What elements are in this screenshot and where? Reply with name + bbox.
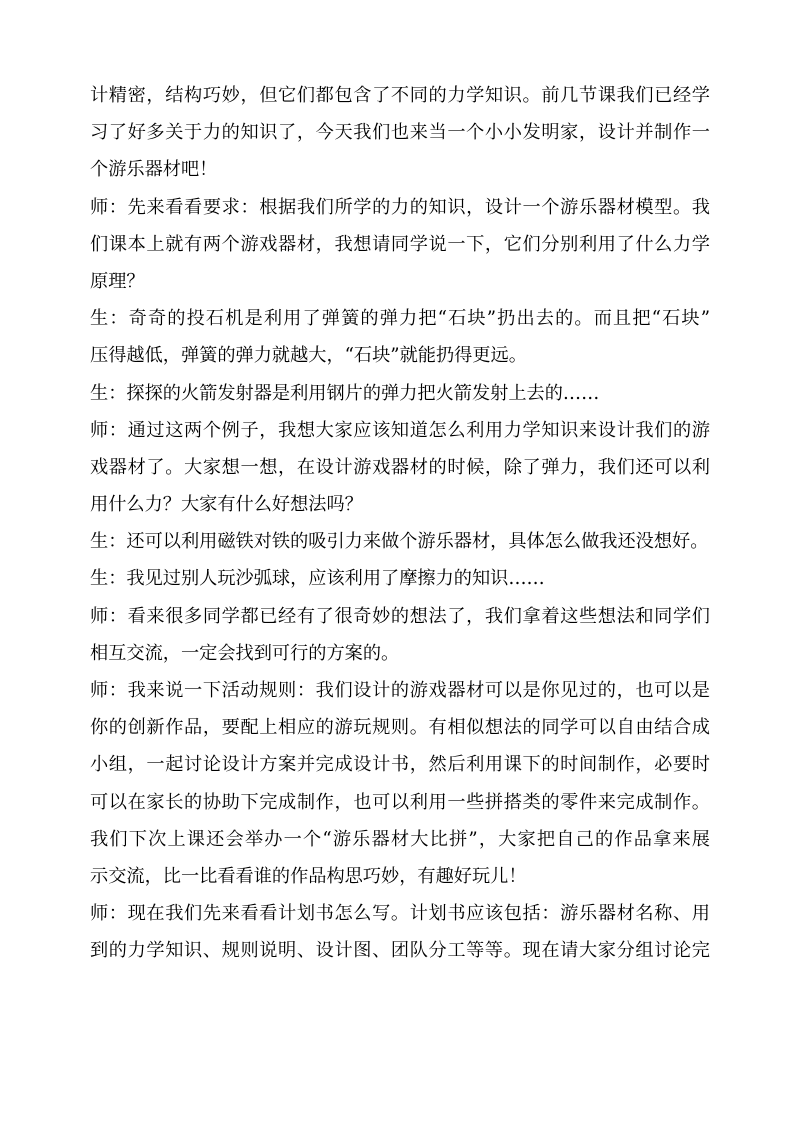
text-line: 师：看来很多同学都已经有了很奇妙的想法了，我们拿着这些想法和同学们: [90, 605, 710, 627]
paragraph: [90, 375, 710, 412]
paragraph: [90, 672, 710, 895]
text-line: 可以在家长的协助下完成制作，也可以利用一些拼搭类的零件来完成制作。: [90, 791, 710, 813]
text-line: 生：我见过别人玩沙弧球，应该利用了摩擦力的知识……: [90, 568, 545, 590]
text-line: 到的力学知识、规则说明、设计图、团队分工等等。现在请大家分组讨论完: [90, 940, 710, 962]
text-line: 师：我来说一下活动规则：我们设计的游戏器材可以是你见过的，也可以是: [90, 680, 710, 701]
paragraph: [90, 300, 710, 374]
paragraph: [90, 598, 710, 672]
text-line: 压得越低，弹簧的弹力就越大，“石块”就能扔得更远。: [90, 345, 527, 367]
document-body: [90, 77, 710, 970]
text-line: 习了好多关于力的知识了，今天我们也来当一个小小发明家，设计并制作一: [90, 122, 710, 144]
paragraph: [90, 412, 710, 524]
text-line: 相互交流，一定会找到可行的方案的。: [90, 642, 400, 664]
text-line: 师：通过这两个例子，我想大家应该知道怎么利用力学知识来设计我们的游: [90, 419, 710, 441]
text-line: 生：还可以利用磁铁对铁的吸引力来做个游乐器材，具体怎么做我还没想好。: [90, 531, 709, 553]
text-line: 戏器材了。大家想一想，在设计游戏器材的时候，除了弹力，我们还可以利: [90, 456, 710, 478]
paragraph: [90, 895, 710, 969]
text-line: 我们下次上课还会举办一个“游乐器材大比拼”，大家把自己的作品拿来展: [90, 828, 710, 850]
text-line: 师：现在我们先来看看计划书怎么写。计划书应该包括：游乐器材名称、用: [90, 903, 710, 925]
text-line: 示交流，比一比看看谁的作品构思巧妙，有趣好玩儿！: [90, 865, 527, 887]
paragraph: [90, 77, 710, 189]
text-line: 生：探探的火箭发射器是利用钢片的弹力把火箭发射上去的……: [90, 382, 600, 404]
text-line: 生：奇奇的投石机是利用了弹簧的弹力把“石块”扔出去的。而且把“石块”: [90, 308, 710, 330]
text-line: 个游乐器材吧！: [90, 159, 218, 181]
text-line: 们课本上就有两个游戏器材，我想请同学说一下，它们分别利用了什么力学: [90, 233, 710, 255]
paragraph: [90, 523, 710, 560]
paragraph: [90, 189, 710, 301]
text-line: 你的创新作品，要配上相应的游玩规则。有相似想法的同学可以自由结合成: [90, 717, 710, 739]
text-line: 原理？: [90, 270, 145, 292]
text-line: 计精密，结构巧妙，但它们都包含了不同的力学知识。前几节课我们已经学: [90, 85, 710, 106]
paragraph: [90, 560, 710, 597]
text-line: 小组，一起讨论设计方案并完成设计书，然后利用课下的时间制作，必要时: [90, 754, 710, 776]
text-line: 用什么力？大家有什么好想法吗？: [90, 494, 363, 516]
text-line: 师：先来看看要求：根据我们所学的力的知识，设计一个游乐器材模型。我: [90, 196, 710, 218]
